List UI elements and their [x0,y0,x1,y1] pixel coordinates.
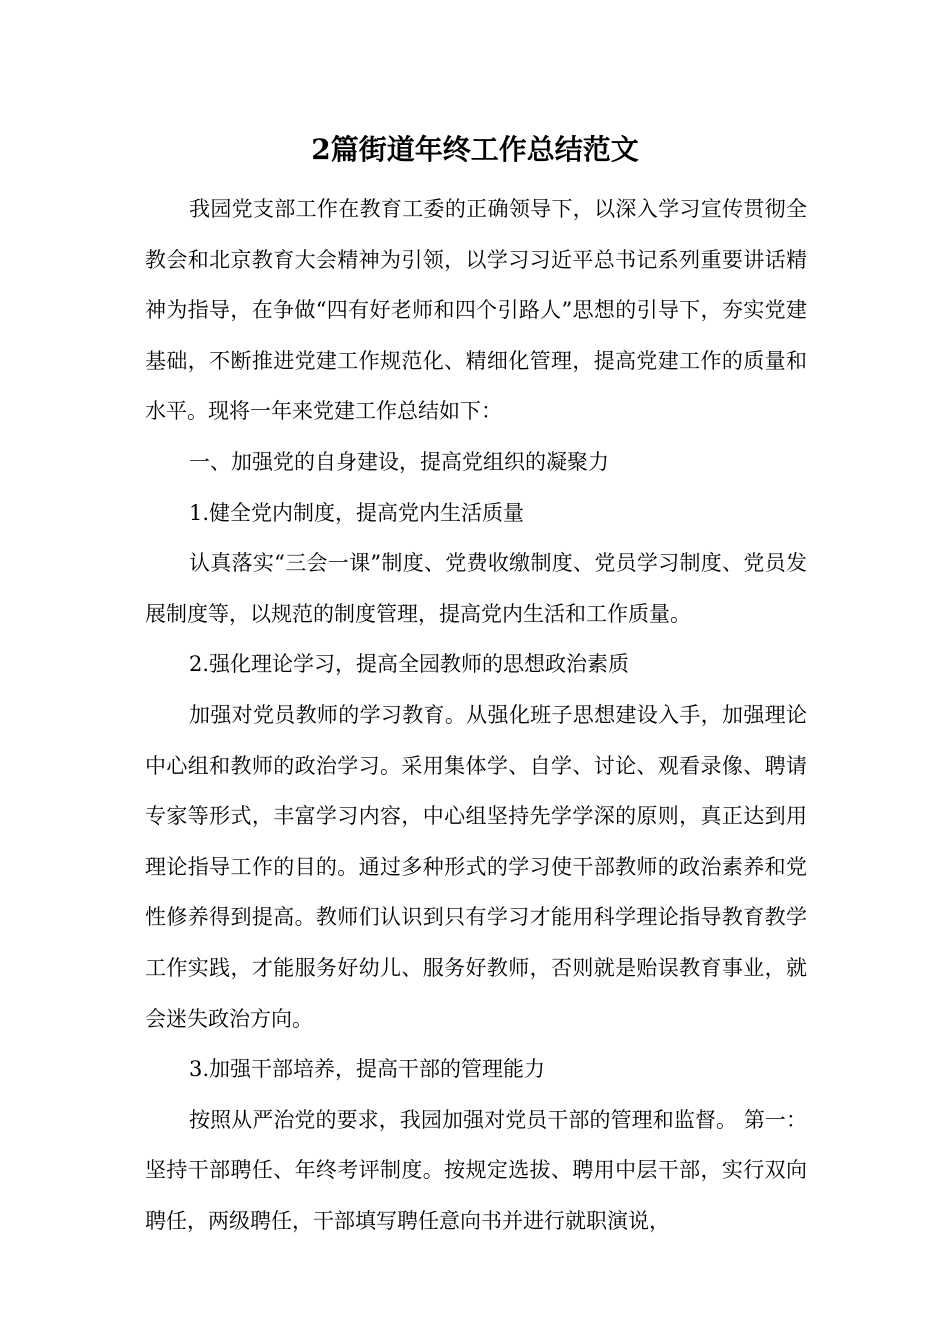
subheading-1-2: 2.强化理论学习，提高全园教师的思想政治素质 [189,652,630,677]
subheading-1-1: 1.健全党内制度，提高党内生活质量 [189,500,525,525]
paragraph-1-2: 加强对党员教师的学习教育。从强化班子思想建设入手，加强理论中心组和教师的政治学习。采用集体学、自学、讨论、观看录像、聘请专家等形式，丰富学习内容，中心组坚持先学学深的原则，真正达到用理论指导工作的目的。通过多种形式的学习使干部教师的政治素养和党性修养得到提高。教师们认识到只有学习才能用科学理论指导教育教学工作实践，才能服务好幼儿、服务好教师，否则就是贻误教育事业，就会迷失政治方向。 [145,702,807,1031]
section-heading-1: 一、加强党的自身建设，提高党组织的凝聚力 [189,449,609,474]
document-title: 2篇街道年终工作总结范文 [311,133,639,166]
paragraph-1-1: 认真落实“三会一课”制度、党费收缴制度、党员学习制度、党员发展制度等，以规范的制度管理，提高党内生活和工作质量。 [145,551,807,626]
subheading-1-3: 3.加强干部培养，提高干部的管理能力 [189,1057,546,1082]
paragraph-1-3: 按照从严治党的要求，我园加强对党员干部的管理和监督。 第一：坚持干部聘任、年终考评制度。按规定选拔、聘用中层干部，实行双向聘任，两级聘任，干部填写聘任意向书并进行就职演说， [145,1107,807,1233]
document-body [145,184,807,1246]
paragraph-intro: 我园党支部工作在教育工委的正确领导下，以深入学习宣传贯彻全教会和北京教育大会精神为引领，以学习习近平总书记系列重要讲话精神为指导，在争做“四有好老师和四个引路人”思想的引导下，夯实党建基础，不断推进党建工作规范化、精细化管理，提高党建工作的质量和水平。现将一年来党建工作总结如下： [145,197,807,424]
